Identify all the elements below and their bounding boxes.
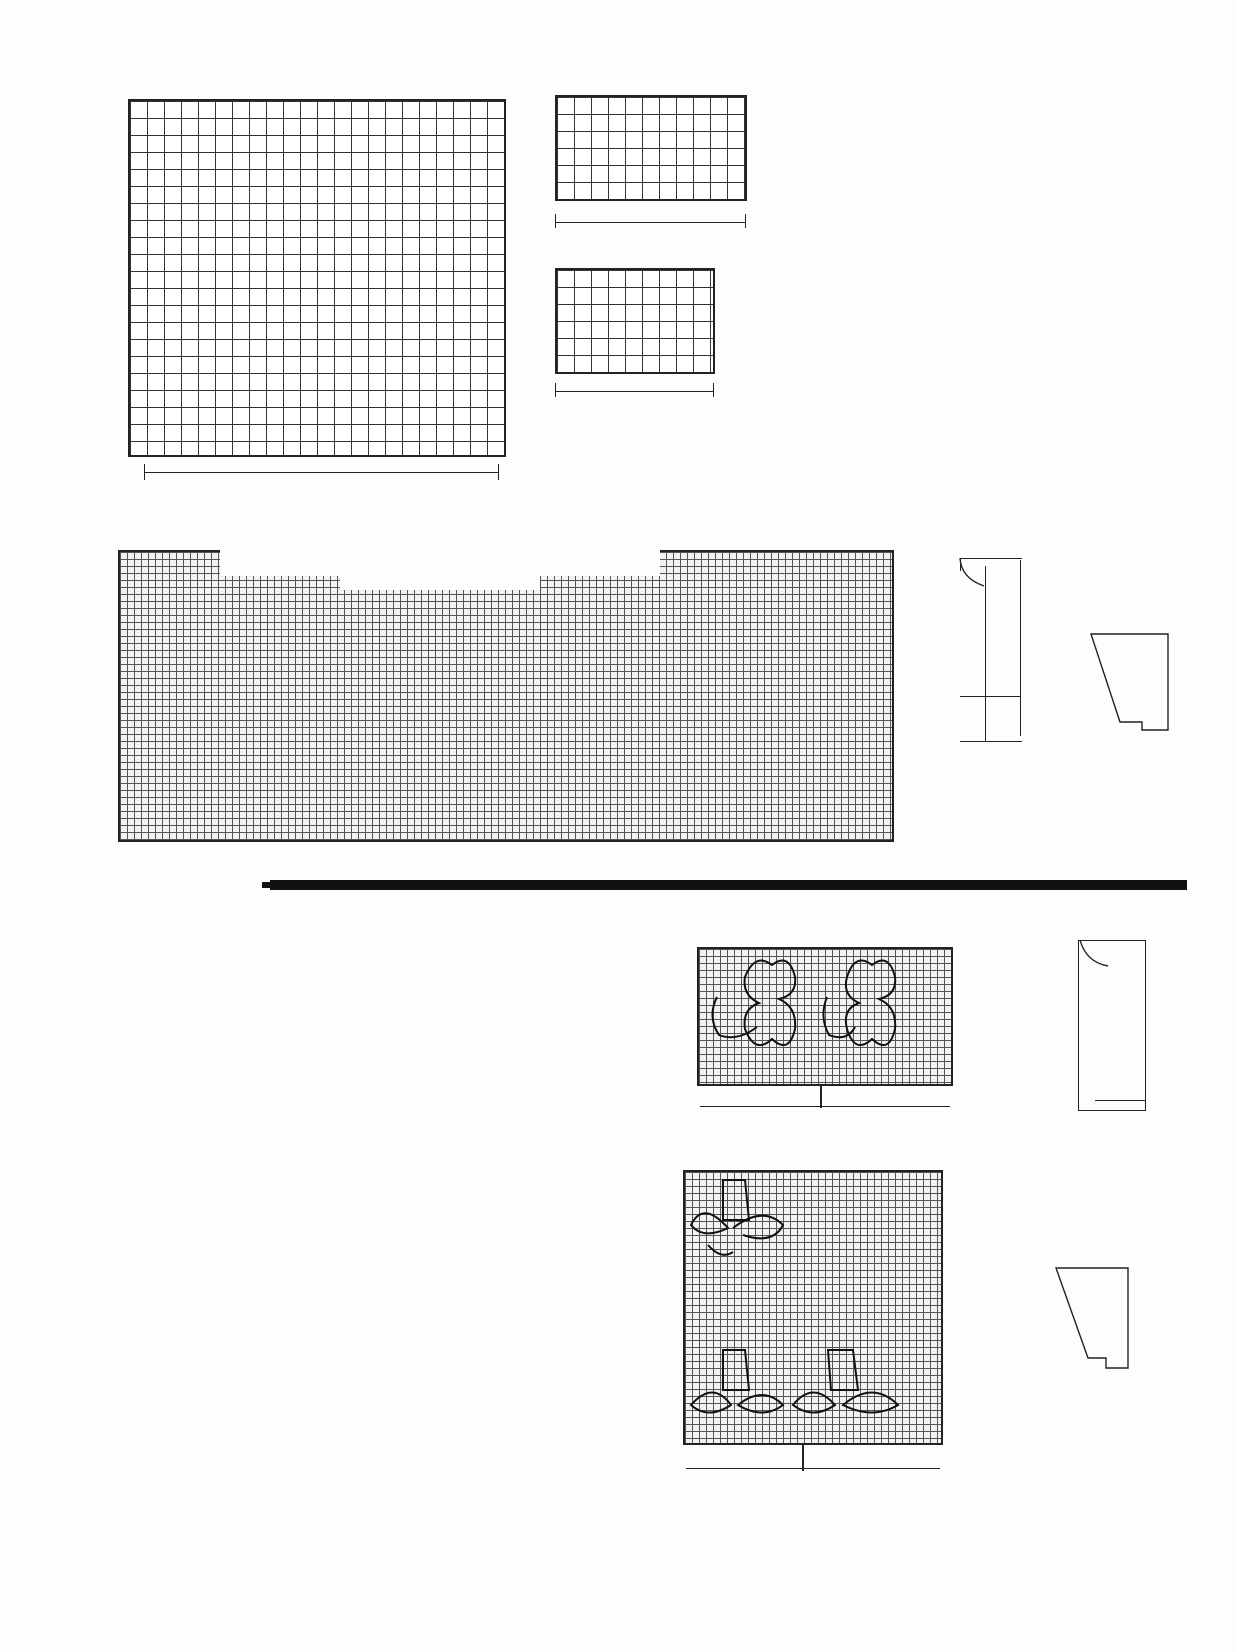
pattern-chart-grid — [118, 550, 894, 842]
lower-scheme1-motifs — [697, 947, 953, 1086]
scheme2-grid — [555, 95, 747, 201]
scheme1-grid — [128, 99, 506, 457]
heading-rule — [270, 880, 1187, 890]
lower-scheme2-motifs — [683, 1170, 943, 1445]
scheme4-grid — [555, 268, 715, 374]
